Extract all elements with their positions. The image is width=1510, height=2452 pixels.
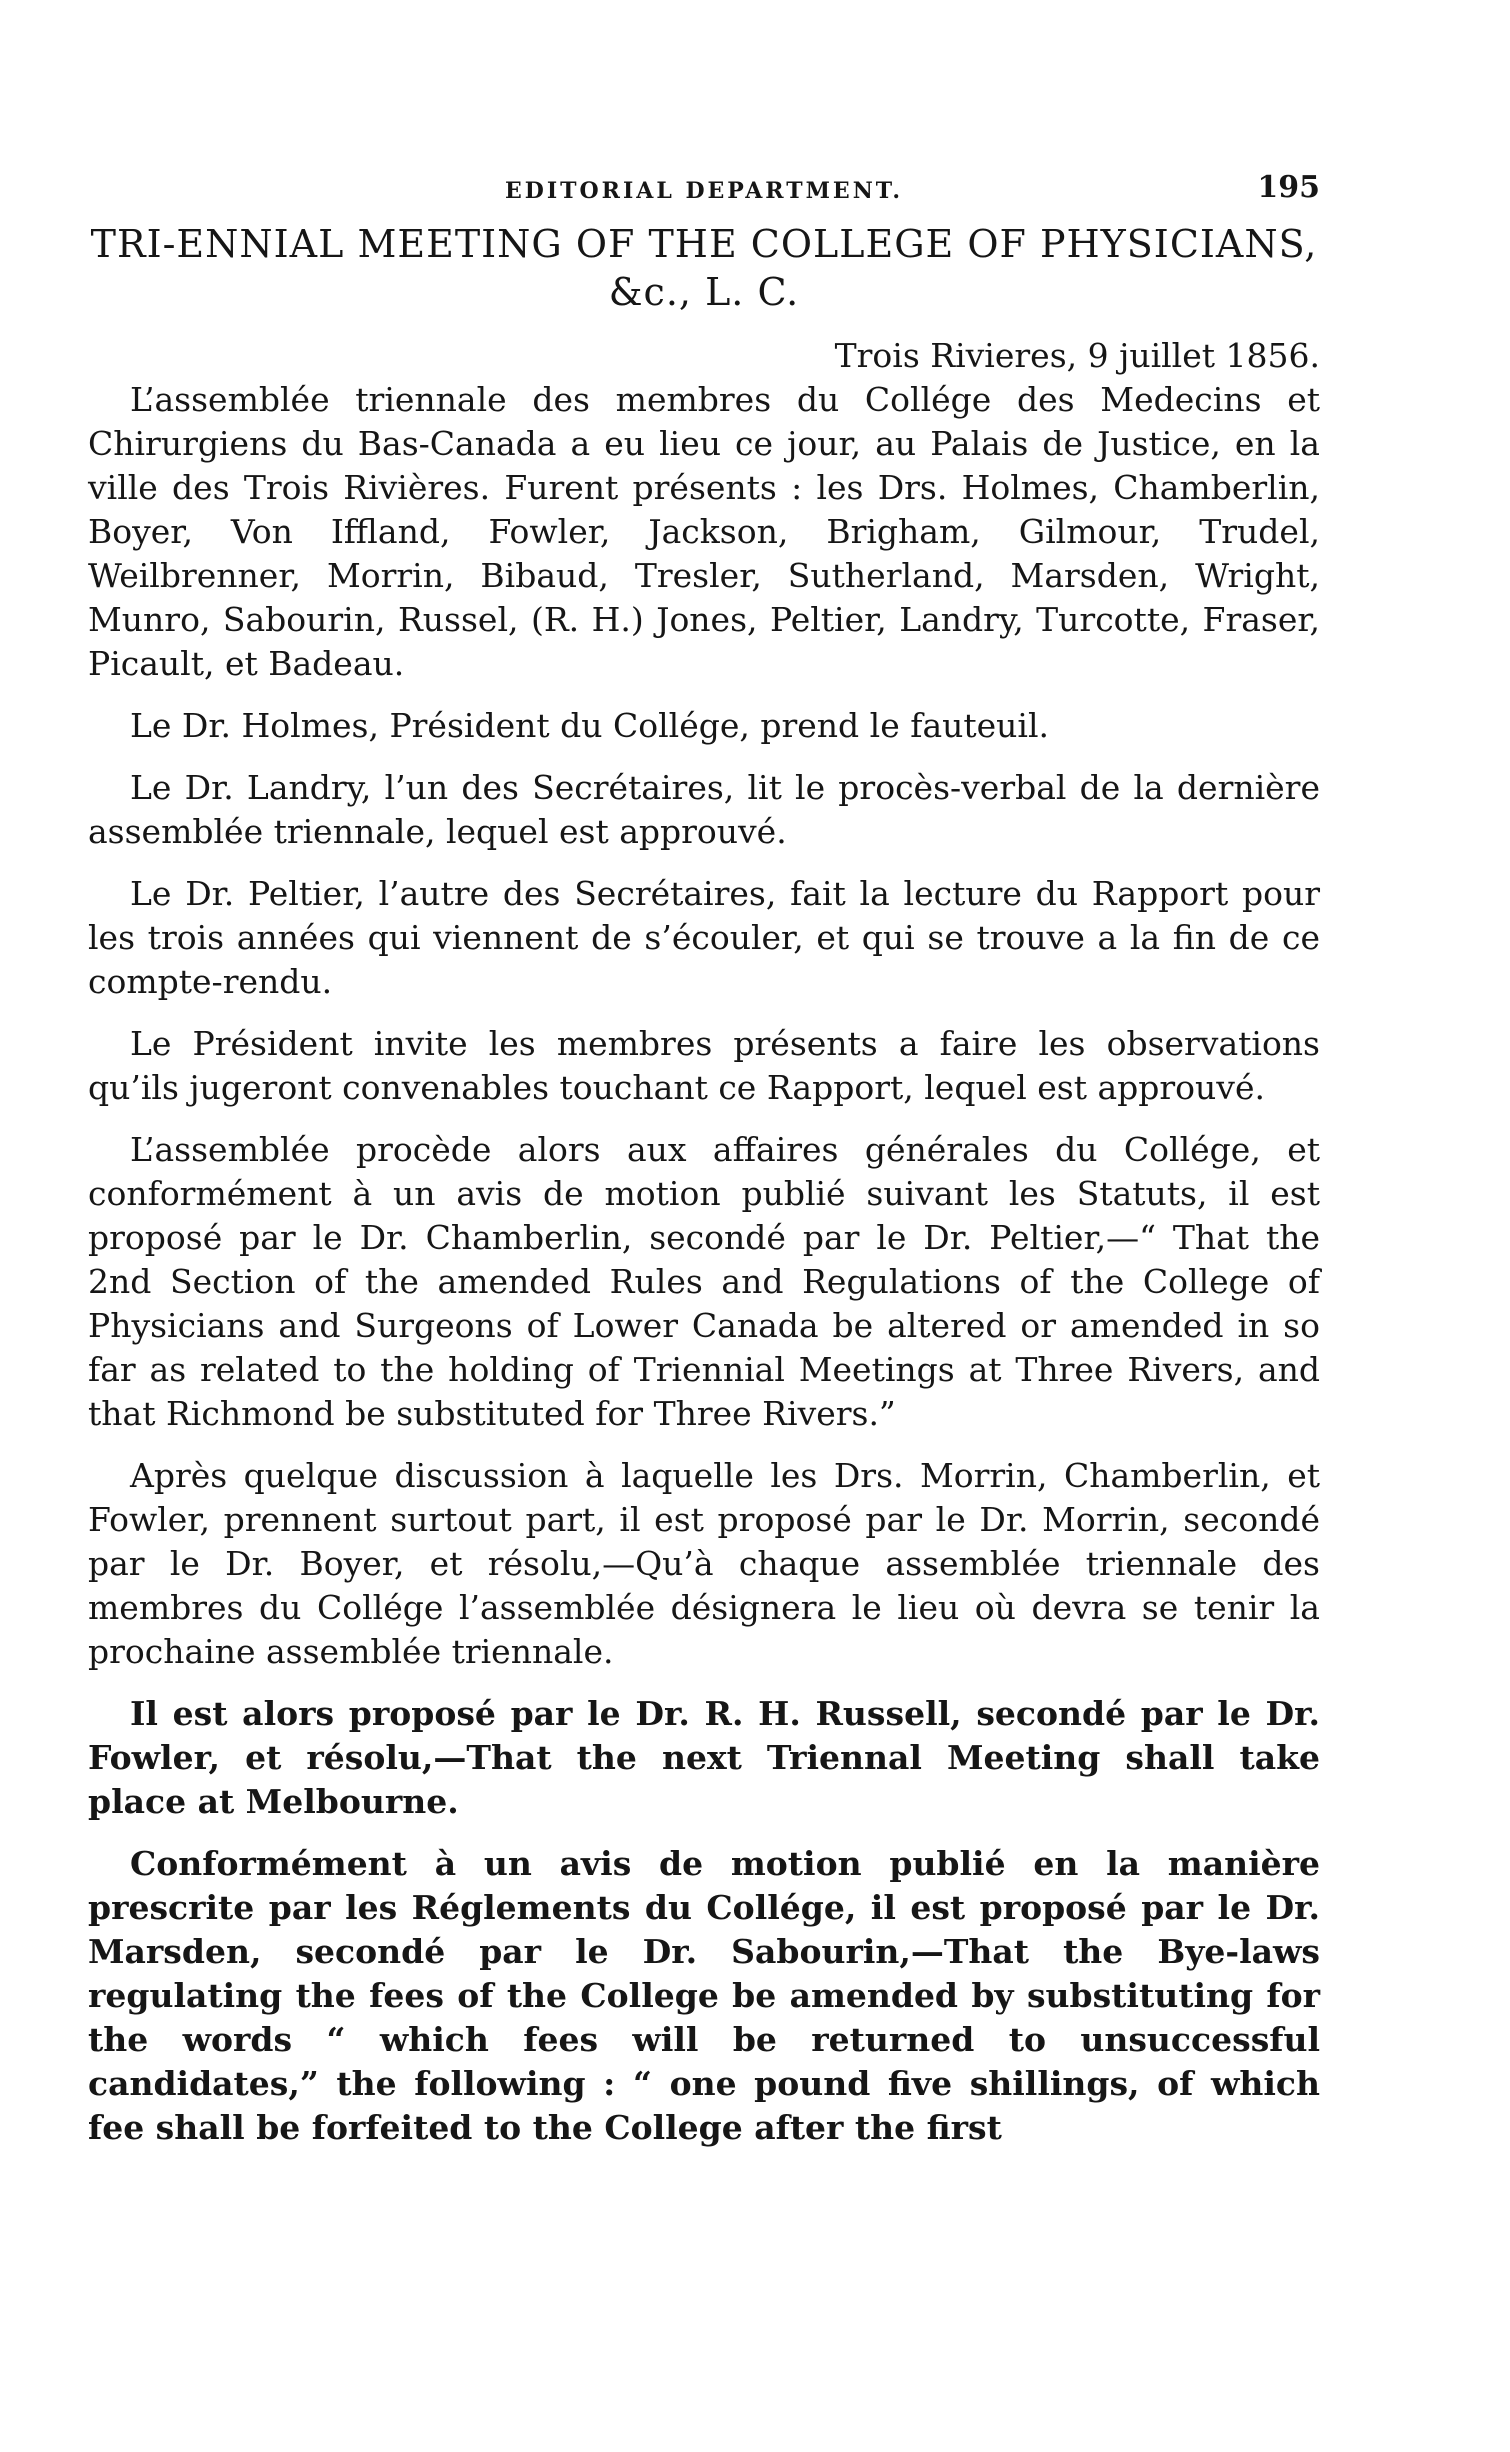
article-body xyxy=(88,378,1320,2150)
running-header xyxy=(88,160,1320,205)
paragraph-attendance: L’assemblée triennale des membres du Collége des Medecins et Chirurgiens du Bas-Canada a eu lieu ce jour, au Palais de Justice, en la ville des Trois Rivières. Furent présents : les Drs. Holmes, Chamberlin, Boyer, Von Iffland, Fowler, Jackson, Brigham, Gilmour, Trudel, Weilbrenner, Morrin, Bibaud, Tresler, Sutherland, Marsden, Wright, Munro, Sabourin, Russel, (R. H.) Jones, Peltier, Landry, Turcotte, Fraser, Picault, et Badeau. xyxy=(88,380,1320,683)
paragraph-minutes-approved: Le Dr. Landry, l’un des Secrétaires, lit le procès-verbal de la dernière assemblée triennale, lequel est approuvé. xyxy=(88,768,1320,851)
running-title: EDITORIAL DEPARTMENT. xyxy=(505,178,903,204)
paragraph-bye-laws-motion: Conformément à un avis de motion publié en la manière prescrite par les Réglements du Collége, il est proposé par le Dr. Marsden, secondé par le Dr. Sabourin,—That the Bye-laws regulating the fees of the College be amended by substituting for the words “ which fees will be returned to unsuccessful candidates,” the following : “ one pound five shillings, of which fee shall be forfeited to the College after the first xyxy=(88,1844,1320,2147)
article-title xyxy=(88,220,1320,316)
paragraph-melbourne-resolution: Il est alors proposé par le Dr. R. H. Russell, secondé par le Dr. Fowler, et résolu,—That the next Triennal Meeting shall take place at Melbourne. xyxy=(88,1694,1320,1821)
dateline: Trois Rivieres, 9 juillet 1856. xyxy=(834,336,1320,375)
paragraph-president-chair: Le Dr. Holmes, Président du Collége, prend le fauteuil. xyxy=(130,706,1050,745)
paragraph-general-affairs: L’assemblée procède alors aux affaires générales du Collége, et conformément à un avis de motion publié suivant les Statuts, il est proposé par le Dr. Chamberlin, secondé par le Dr. Peltier,—“ That the 2nd Section of the amended Rules and Regulations of the College of Physicians and Surgeons of Lower Canada be altered or amended in so far as related to the holding of Triennial Meetings at Three Rivers, and that Richmond be substituted for Three Rivers.” xyxy=(88,1130,1320,1433)
article-title-line-1: TRI-ENNIAL MEETING OF THE COLLEGE OF PHYSICIANS, xyxy=(90,222,1318,266)
paragraph-report-read: Le Dr. Peltier, l’autre des Secrétaires, fait la lecture du Rapport pour les trois années qui viennent de s’écouler, et qui se trouve a la fin de ce compte-rendu. xyxy=(88,874,1320,1001)
paragraph-meeting-location-resolution: Après quelque discussion à laquelle les Drs. Morrin, Chamberlin, et Fowler, prennent surtout part, il est proposé par le Dr. Morrin, secondé par le Dr. Boyer, et résolu,—Qu’à chaque assemblée triennale des membres du Collége l’assemblée désignera le lieu où devra se tenir la prochaine assemblée triennale. xyxy=(88,1456,1320,1671)
page-number: 195 xyxy=(1257,170,1320,205)
paragraph-report-approved: Le Président invite les membres présents a faire les observations qu’ils jugeront convenables touchant ce Rapport, lequel est approuvé. xyxy=(88,1024,1320,1107)
article-title-line-2: &c., L. C. xyxy=(608,270,800,314)
document-page xyxy=(88,160,1320,2150)
